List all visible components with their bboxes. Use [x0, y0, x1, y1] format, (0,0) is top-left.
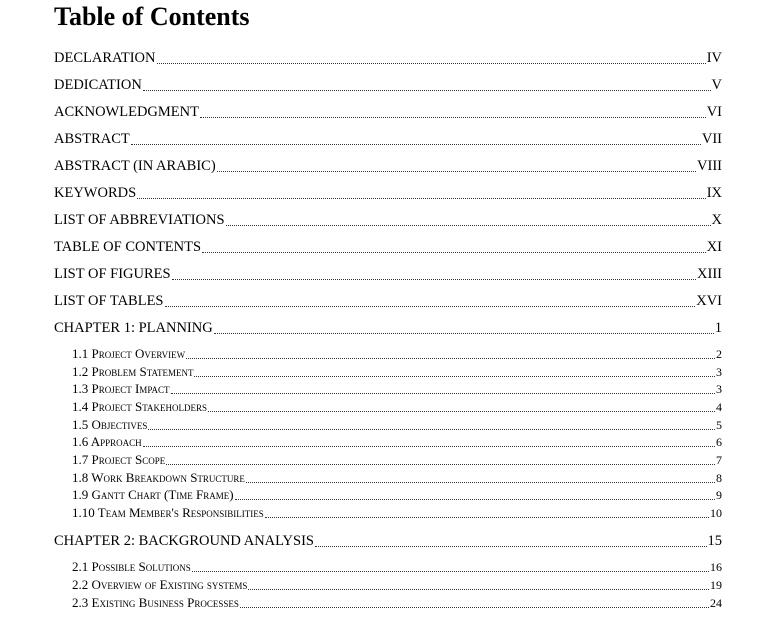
dot-leader	[265, 516, 709, 518]
dot-leader	[131, 143, 701, 145]
toc-entry-label: DECLARATION	[54, 50, 156, 66]
dot-leader	[248, 588, 709, 590]
toc-entry-label: TABLE OF CONTENTS	[54, 239, 202, 255]
toc-section-label: 2.3 Existing Business Processes	[72, 595, 239, 610]
toc-entry-declaration	[54, 48, 722, 68]
toc-entry-label: CHAPTER 2: BACKGROUND ANALYSIS	[54, 533, 314, 549]
toc-entry-chapter-2	[54, 531, 722, 551]
toc-entry-label: CHAPTER 1: PLANNING	[54, 320, 213, 336]
dot-leader	[148, 428, 715, 430]
toc-section-1-5	[72, 417, 722, 433]
toc-section-page: 6	[716, 435, 722, 449]
dot-leader	[202, 251, 706, 253]
toc-section-page: 4	[716, 400, 722, 414]
toc-entry-contents	[54, 237, 722, 257]
dot-leader	[200, 116, 706, 118]
toc-section-label: 1.6 Approach	[72, 434, 142, 449]
toc-entry-abbreviations	[54, 210, 722, 230]
toc-entry-abstract	[54, 129, 722, 149]
toc-section-label: 1.1 Project Overview	[72, 346, 186, 361]
toc-section-2-3	[72, 595, 722, 611]
toc-entry-label: ABSTRACT (IN ARABIC)	[54, 158, 216, 174]
toc-entry-abstract-arabic	[54, 156, 722, 176]
toc-entry-label: KEYWORDS	[54, 185, 137, 201]
toc-section-page: 2	[716, 347, 722, 361]
toc-entry-page: V	[711, 77, 722, 93]
toc-section-page: 24	[710, 596, 722, 610]
toc-section-label: 1.2 Problem Statement	[72, 364, 194, 379]
toc-section-label: 1.8 Work Breakdown Structure	[72, 470, 245, 485]
toc-entry-label: ACKNOWLEDGMENT	[54, 104, 199, 120]
toc-entry-label: LIST OF ABBREVIATIONS	[54, 212, 225, 228]
toc-entry-acknowledgment	[54, 102, 722, 122]
toc-entry-dedication	[54, 75, 722, 95]
toc-section-label: 1.9 Gantt Chart (Time Frame)	[72, 487, 234, 502]
toc-section-label: 1.10 Team Member's Responsibilities	[72, 505, 264, 520]
toc-entry-page: VI	[706, 104, 722, 120]
dot-leader	[246, 481, 715, 483]
dot-leader	[165, 305, 696, 307]
toc-section-1-6	[72, 434, 722, 450]
toc-entry-page: 15	[707, 533, 722, 549]
toc-entry-label: LIST OF TABLES	[54, 293, 164, 309]
dot-leader	[143, 89, 711, 91]
toc-entry-page: XI	[706, 239, 722, 255]
toc-entry-page: XIII	[697, 266, 722, 282]
dot-leader	[208, 410, 715, 412]
toc-section-page: 8	[716, 471, 722, 485]
toc-entry-page: X	[711, 212, 722, 228]
toc-section-1-1	[72, 346, 722, 362]
toc-section-label: 1.7 Project Scope	[72, 452, 166, 467]
toc-entry-label: LIST OF FIGURES	[54, 266, 171, 282]
dot-leader	[226, 224, 711, 226]
toc-entry-tables	[54, 291, 722, 311]
toc-entry-page: IV	[706, 50, 722, 66]
toc-entry-page: VII	[701, 131, 722, 147]
dot-leader	[172, 278, 696, 280]
toc-entry-page: XVI	[696, 293, 722, 309]
toc-section-page: 5	[716, 418, 722, 432]
dot-leader	[194, 375, 715, 377]
dot-leader	[315, 545, 707, 547]
toc-entry-figures	[54, 264, 722, 284]
dot-leader	[157, 62, 706, 64]
toc-section-label: 2.1 Possible Solutions	[72, 559, 191, 574]
dot-leader	[235, 498, 715, 500]
toc-section-page: 3	[716, 382, 722, 396]
toc-section-page: 9	[716, 488, 722, 502]
toc-entry-page: 1	[714, 320, 722, 336]
dot-leader	[137, 197, 706, 199]
toc-entry-page: IX	[706, 185, 722, 201]
dot-leader	[143, 445, 715, 447]
toc-section-label: 2.2 Overview of Existing systems	[72, 577, 248, 592]
toc-section-2-2	[72, 577, 722, 593]
toc-entry-keywords	[54, 183, 722, 203]
toc-section-1-9	[72, 487, 722, 503]
toc-section-page: 10	[710, 506, 722, 520]
toc-section-1-7	[72, 452, 722, 468]
toc-section-2-1	[72, 559, 722, 575]
toc-entry-page: VIII	[697, 158, 722, 174]
dot-leader	[192, 570, 709, 572]
toc-section-page: 19	[710, 578, 722, 592]
toc-section-label: 1.4 Project Stakeholders	[72, 399, 207, 414]
page-title: Table of Contents	[54, 2, 250, 31]
toc-section-1-2	[72, 364, 722, 380]
toc-section-page: 16	[710, 560, 722, 574]
dot-leader	[186, 357, 715, 359]
dot-leader	[166, 463, 715, 465]
dot-leader	[171, 392, 716, 394]
toc-section-1-8	[72, 470, 722, 486]
toc-section-label: 1.5 Objectives	[72, 417, 148, 432]
toc-section-1-4	[72, 399, 722, 415]
toc-section-page: 3	[716, 365, 722, 379]
toc-entry-label: DEDICATION	[54, 77, 142, 93]
dot-leader	[217, 170, 696, 172]
dot-leader	[214, 332, 714, 334]
toc-entry-chapter-1	[54, 318, 722, 338]
toc-entry-label: ABSTRACT	[54, 131, 130, 147]
toc-section-page: 7	[716, 453, 722, 467]
toc-section-label: 1.3 Project Impact	[72, 381, 170, 396]
toc-section-1-10	[72, 505, 722, 521]
dot-leader	[240, 606, 709, 608]
toc-section-1-3	[72, 381, 722, 397]
